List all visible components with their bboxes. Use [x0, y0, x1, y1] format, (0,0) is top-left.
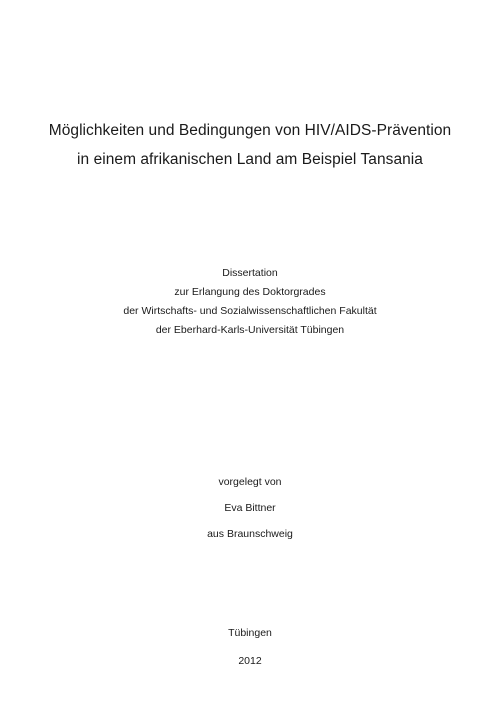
author-name: Eva Bittner: [224, 502, 276, 514]
faculty-name: der Wirtschafts- und Sozialwissenschaftlichen Fakultät: [123, 305, 377, 317]
thesis-title-line-1: Möglichkeiten und Bedingungen von HIV/AIDS-Prävention: [48, 122, 452, 139]
author-origin: aus Braunschweig: [207, 528, 293, 540]
publication-place: Tübingen: [228, 627, 272, 639]
university-name: der Eberhard-Karls-Universität Tübingen: [155, 324, 345, 336]
dissertation-label: Dissertation: [222, 267, 278, 279]
thesis-title-line-2: in einem afrikanischen Land am Beispiel Tansania: [77, 151, 423, 168]
publication-year: 2012: [238, 655, 262, 667]
presented-by-label: vorgelegt von: [218, 476, 282, 488]
degree-purpose: zur Erlangung des Doktorgrades: [174, 286, 326, 298]
